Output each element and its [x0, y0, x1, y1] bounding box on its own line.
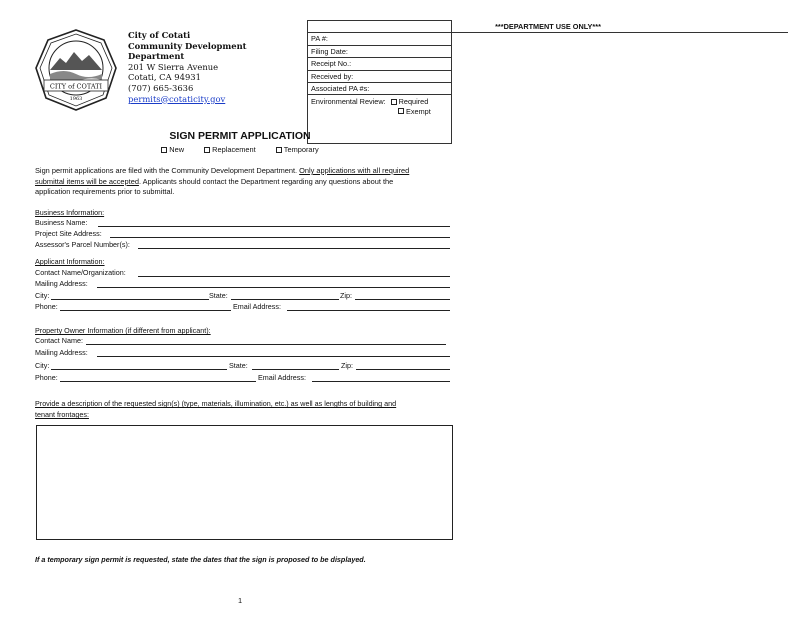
env-review-label: Environmental Review:	[311, 97, 386, 107]
page-number: 1	[237, 596, 243, 605]
email-link[interactable]: permits@cotaticity.gov	[128, 93, 226, 104]
form-title: SIGN PERMIT APPLICATION	[169, 130, 311, 142]
owner-zip-label: Zip:	[341, 361, 353, 370]
type-new-label: New	[169, 145, 185, 154]
owner-contact-field[interactable]	[86, 344, 446, 345]
owner-mailing-field[interactable]	[97, 356, 450, 357]
owner-city-field[interactable]	[51, 369, 227, 370]
applicant-email-label: Email Address:	[233, 302, 281, 311]
seal-text: CITY of COTATI	[49, 82, 103, 91]
project-site-field[interactable]	[110, 237, 450, 238]
type-temporary-label: Temporary	[283, 145, 319, 154]
owner-phone-label: Phone:	[35, 373, 58, 382]
org-name: City of Cotati	[128, 30, 191, 40]
description-prompt-line-1: Provide a description of the requested sign(s) (type, materials, illumination, etc.) as well as lengths of building and	[35, 399, 397, 408]
dept-row-associated-pa: Associated PA #s:	[308, 83, 451, 95]
applicant-heading: Applicant Information:	[35, 257, 105, 266]
dept-box-title: ***DEPARTMENT USE ONLY***	[308, 21, 788, 33]
type-temporary-checkbox[interactable]	[276, 147, 282, 153]
dept-row-receipt: Receipt No.:	[308, 58, 451, 70]
applicant-mailing-field[interactable]	[97, 287, 450, 288]
address-line-1: 201 W Sierra Avenue	[128, 61, 219, 72]
owner-zip-field[interactable]	[356, 369, 450, 370]
business-name-field[interactable]	[98, 226, 450, 227]
intro-text-c: submittal items will be accepted	[35, 176, 139, 186]
dept-row-pa: PA #:	[308, 33, 451, 45]
applicant-city-field[interactable]	[51, 299, 209, 300]
applicant-zip-label: Zip:	[340, 291, 352, 300]
owner-city-label: City:	[35, 361, 50, 370]
department-use-box	[307, 20, 601, 144]
owner-email-field[interactable]	[312, 381, 450, 382]
applicant-phone-label: Phone:	[35, 302, 58, 311]
type-replacement-checkbox[interactable]	[204, 147, 210, 153]
type-new-checkbox[interactable]	[161, 147, 167, 153]
owner-email-label: Email Address:	[258, 373, 306, 382]
permit-type-options	[0, 145, 480, 154]
applicant-zip-field[interactable]	[355, 299, 450, 300]
sign-description-textarea[interactable]	[36, 425, 453, 540]
business-name-label: Business Name:	[35, 218, 88, 227]
intro-text-b: Only applications with all required	[299, 166, 410, 175]
dept-row-received-by: Received by:	[308, 71, 451, 83]
dept-row-filing-date: Filing Date:	[308, 46, 451, 58]
env-exempt-label: Exempt	[406, 106, 431, 116]
apn-label: Assessor's Parcel Number(s):	[35, 240, 130, 249]
intro-paragraph	[35, 166, 455, 198]
project-site-label: Project Site Address:	[35, 229, 102, 238]
owner-mailing-label: Mailing Address:	[35, 348, 88, 357]
applicant-city-label: City:	[35, 291, 50, 300]
business-heading: Business Information:	[35, 208, 105, 217]
temporary-sign-note: If a temporary sign permit is requested, state the dates that the sign is proposed to be displayed.	[35, 555, 366, 564]
intro-text-d: . Applicants should contact the Department regarding any questions about the	[138, 176, 394, 186]
org-dept-1: Community Development	[128, 40, 247, 51]
address-line-2: Cotati, CA 94931	[128, 72, 201, 83]
owner-state-label: State:	[229, 361, 248, 370]
owner-state-field[interactable]	[252, 369, 339, 370]
intro-text-e: application requirements prior to submittal.	[35, 187, 175, 197]
env-exempt-checkbox[interactable]	[398, 108, 404, 114]
city-seal-logo	[34, 28, 118, 112]
applicant-state-label: State:	[209, 291, 228, 300]
applicant-phone-field[interactable]	[60, 310, 231, 311]
apn-field[interactable]	[138, 248, 450, 249]
env-required-checkbox[interactable]	[391, 99, 397, 105]
description-prompt-line-2: tenant frontages:	[35, 410, 89, 419]
phone-number: (707) 665-3636	[128, 82, 194, 93]
owner-phone-field[interactable]	[60, 381, 256, 382]
applicant-mailing-label: Mailing Address:	[35, 279, 88, 288]
applicant-contact-field[interactable]	[138, 276, 450, 277]
intro-text-a: Sign permit applications are filed with the Community Development Department.	[35, 166, 298, 175]
owner-contact-label: Contact Name:	[35, 336, 83, 345]
seal-year: 1963	[69, 96, 83, 102]
applicant-contact-label: Contact Name/Organization:	[35, 268, 126, 277]
environmental-review	[308, 95, 451, 118]
type-replacement-label: Replacement	[212, 145, 256, 154]
applicant-state-field[interactable]	[231, 299, 339, 300]
owner-heading: Property Owner Information (if different from applicant):	[35, 326, 211, 335]
org-dept-2: Department	[128, 51, 185, 62]
applicant-email-field[interactable]	[287, 310, 450, 311]
header-block	[128, 30, 247, 104]
env-required-label: Required	[398, 97, 429, 107]
